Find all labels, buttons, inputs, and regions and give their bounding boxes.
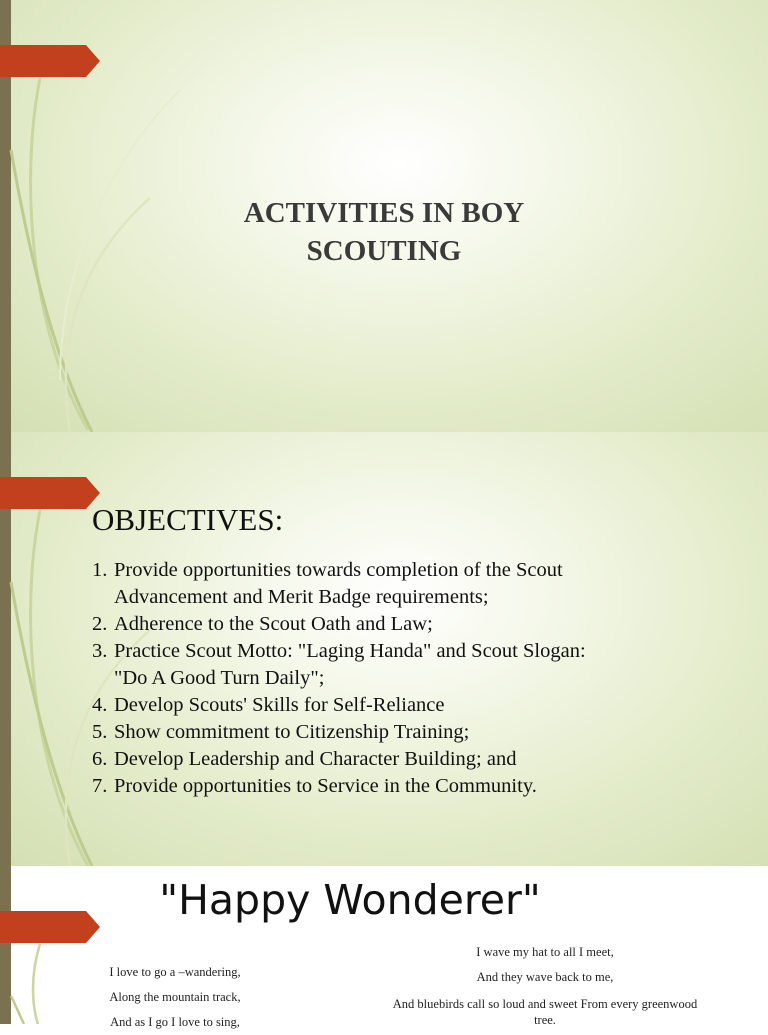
list-item: 7. Provide opportunities to Service in the Community.: [92, 775, 537, 797]
song-title: "Happy Wonderer": [159, 876, 541, 924]
poem-line: I love to go a –wandering,: [109, 965, 241, 979]
poem-line: And as I go I love to sing,: [110, 1015, 240, 1029]
list-item: 6. Develop Leadership and Character Building; and: [92, 748, 517, 770]
title-slide: [0, 0, 768, 432]
list-item: 3. Practice Scout Motto: "Laging Handa" and Scout Slogan: "Do A Good Turn Daily";: [92, 640, 586, 689]
poem-right-column: [390, 940, 700, 1028]
poem-line: And bluebirds call so loud and sweet From every greenwood tree.: [392, 997, 698, 1027]
list-item: 1. Provide opportunities towards completion of the Scout Advancement and Merit Badge requirements;: [92, 559, 563, 608]
objectives-list: [92, 557, 624, 800]
poem-line: And they wave back to me,: [476, 970, 614, 984]
title-line-2: SCOUTING: [306, 235, 462, 267]
poem-line: I wave my hat to all I meet,: [476, 945, 614, 959]
list-item: 5. Show commitment to Citizenship Training;: [92, 721, 470, 743]
list-item: 2. Adherence to the Scout Oath and Law;: [92, 613, 433, 635]
poem-line: Along the mountain track,: [109, 990, 241, 1004]
title-line-1: ACTIVITIES IN BOY: [243, 197, 525, 229]
list-item: 4. Develop Scouts' Skills for Self-Reliance: [92, 694, 445, 716]
slide-title: [0, 194, 768, 270]
objectives-heading: OBJECTIVES:: [92, 502, 284, 537]
